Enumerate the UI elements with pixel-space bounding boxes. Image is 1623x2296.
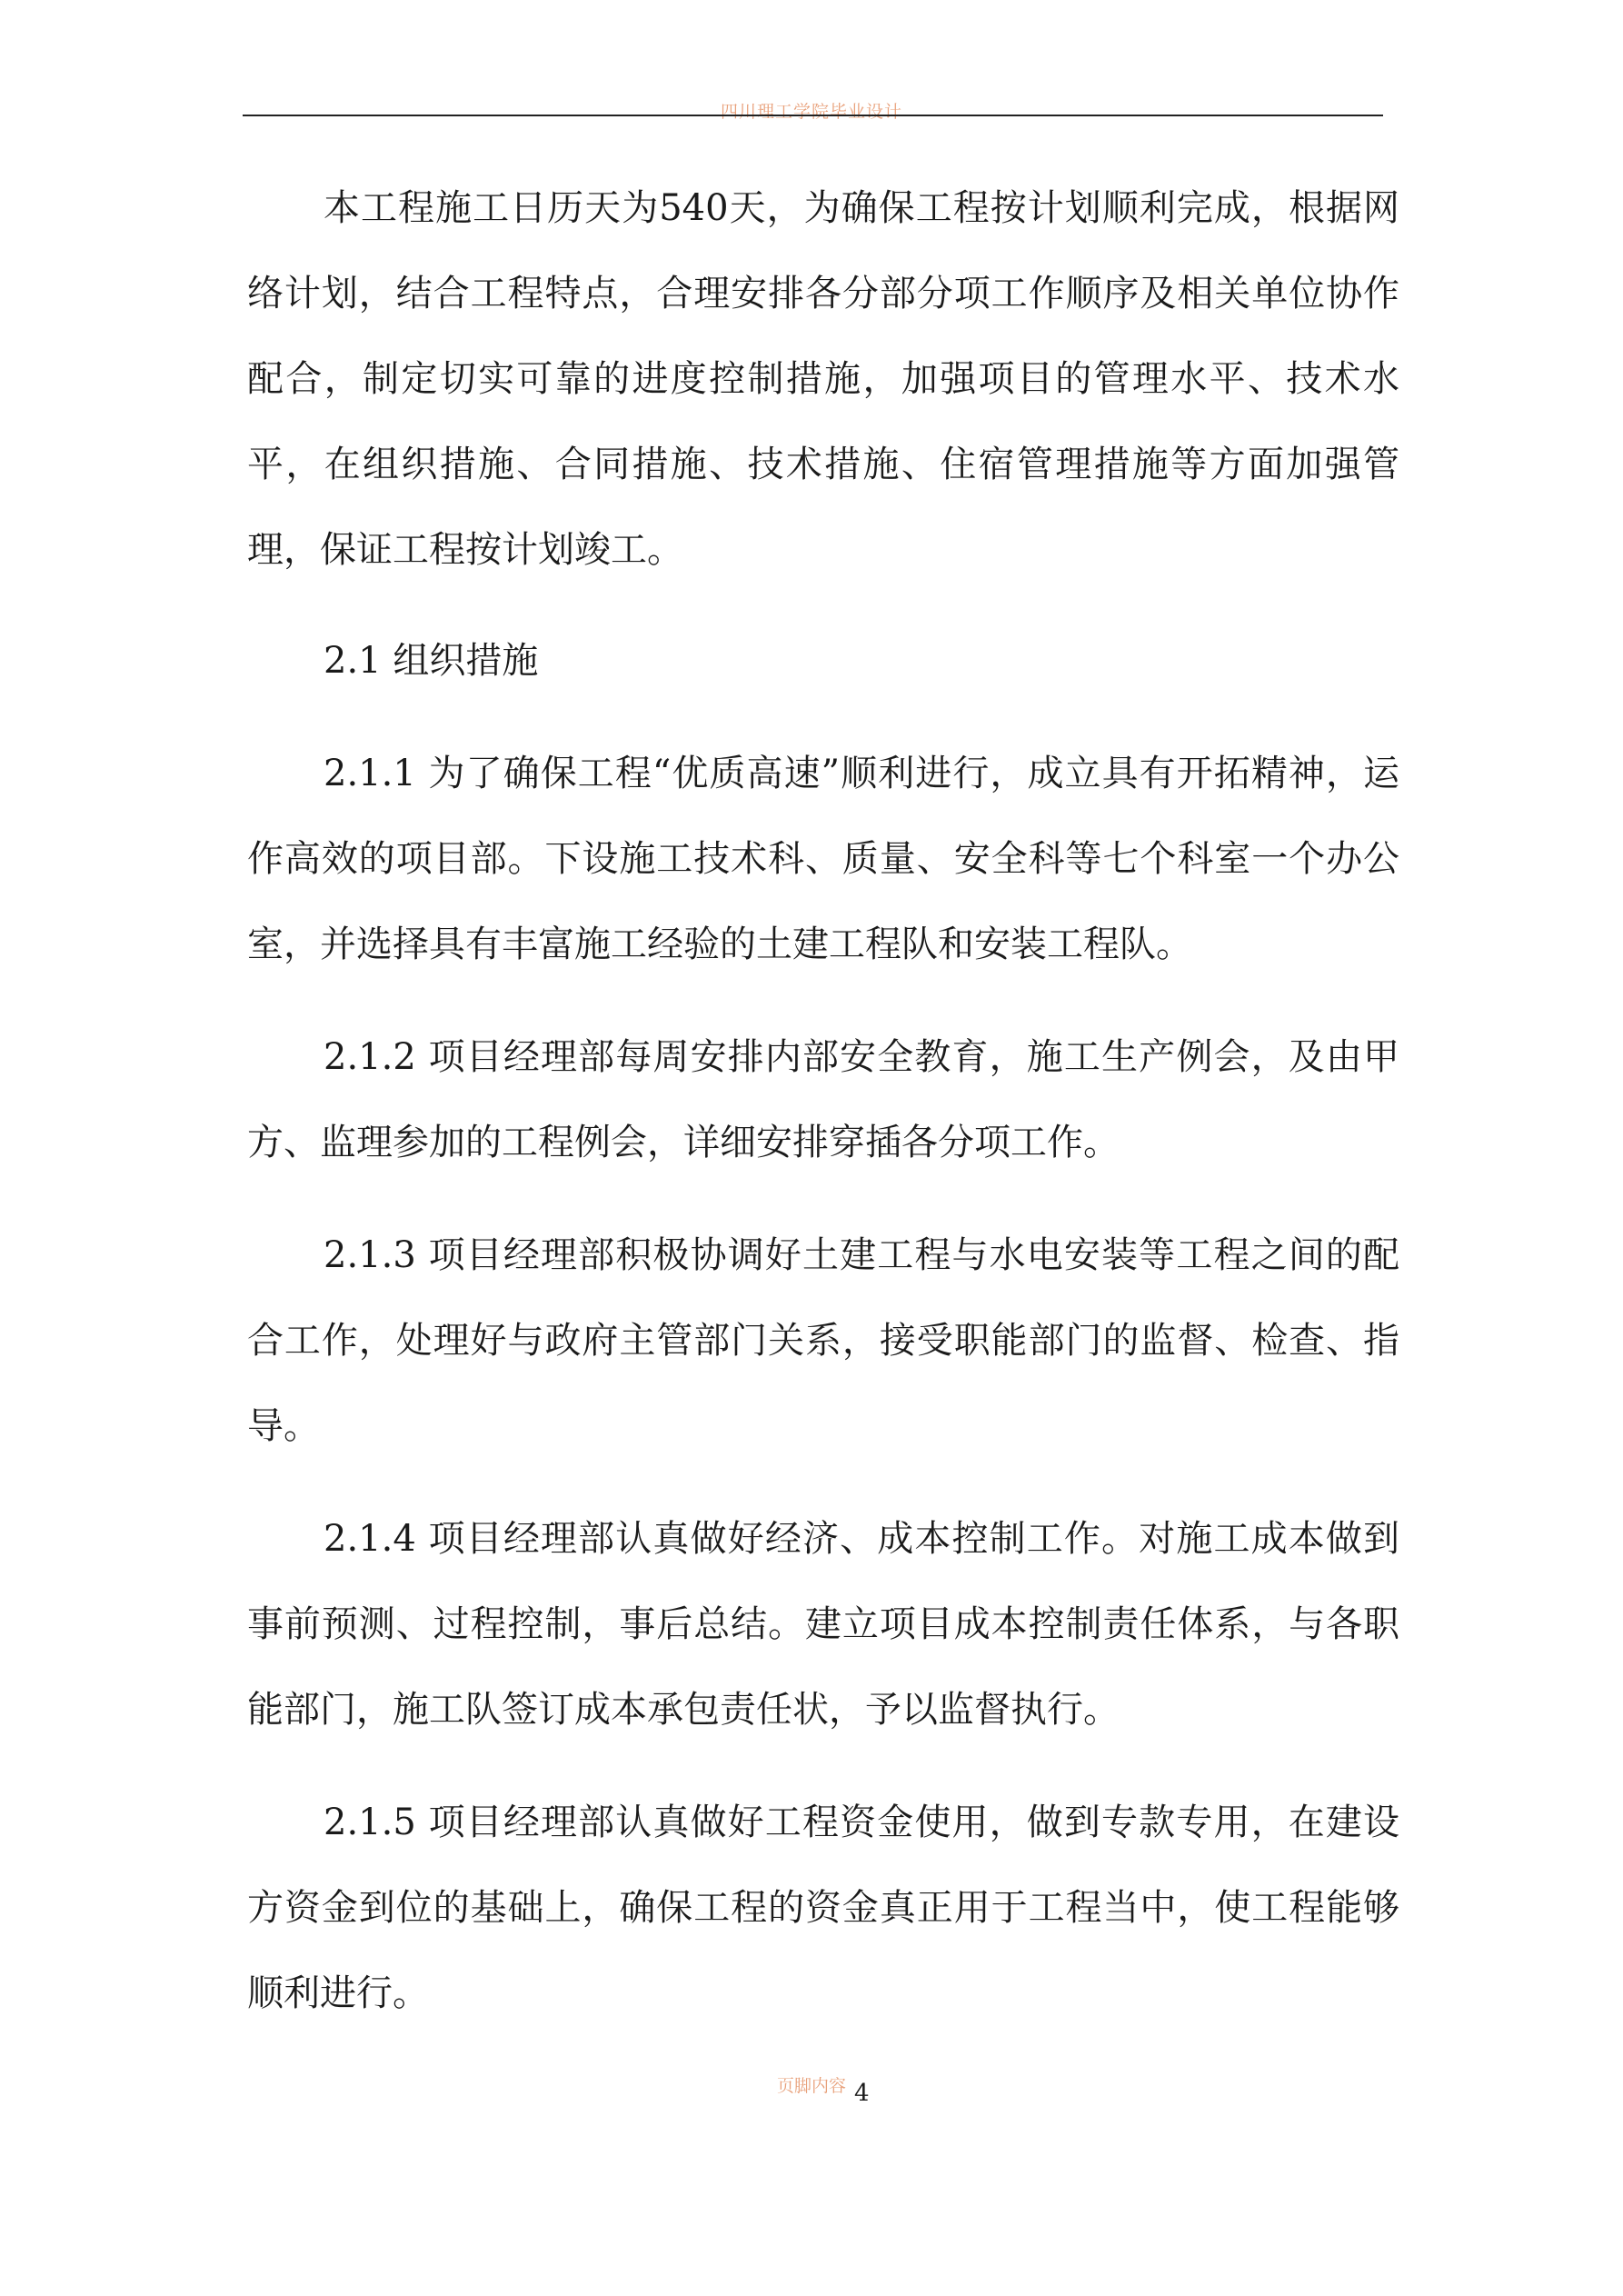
paragraph-2-1-2: 2.1.2 项目经理部每周安排内部安全教育，施工生产例会，及由甲方、监理参加的工程例会，详细安排穿插各分项工作。 [247, 1036, 1399, 1163]
page-header-text: 四川理工学院毕业设计 [720, 102, 902, 122]
section-heading: 2.1 组织措施 [324, 640, 539, 682]
header-divider [243, 115, 1383, 116]
paragraph-2-1-5: 2.1.5 项目经理部认真做好工程资金使用，做到专款专用，在建设方资金到位的基础上，确保工程的资金真正用于工程当中，使工程能够顺利进行。 [247, 1802, 1399, 2014]
page-footer-text: 页脚内容 [776, 2076, 846, 2096]
paragraph-2-1-1: 2.1.1 为了确保工程“优质高速”顺利进行，成立具有开拓精神，运作高效的项目部。下设施工技术科、质量、安全科等七个科室一个办公室，并选择具有丰富施工经验的土建工程队和安装工程队。 [247, 753, 1399, 965]
paragraph-2-1-4: 2.1.4 项目经理部认真做好经济、成本控制工作。对施工成本做到事前预测、过程控制，事后总结。建立项目成本控制责任体系，与各职能部门，施工队签订成本承包责任状，予以监督执行。 [247, 1518, 1399, 1731]
spacer [247, 593, 1399, 618]
page-number: 4 [854, 2080, 870, 2107]
spacer [247, 1469, 1399, 1496]
spacer [247, 987, 1399, 1014]
paragraph-2-1-3: 2.1.3 项目经理部积极协调好土建工程与水电安装等工程之间的配合工作，处理好与政府主管部门关系，接受职能部门的监督、检查、指导。 [247, 1234, 1399, 1447]
spacer [247, 1752, 1399, 1780]
intro-paragraph: 本工程施工日历天为540天，为确保工程按计划顺利完成，根据网络计划，结合工程特点，合理安排各分部分项工作顺序及相关单位协作配合，制定切实可靠的进度控制措施，加强项目的管理水平、技术水平，在组织措施、合同措施、技术措施、住宿管理措施等方面加强管理，保证工程按计划竣工。 [247, 187, 1399, 571]
document-body [247, 165, 1399, 2036]
spacer [247, 1185, 1399, 1213]
spacer [247, 704, 1399, 731]
